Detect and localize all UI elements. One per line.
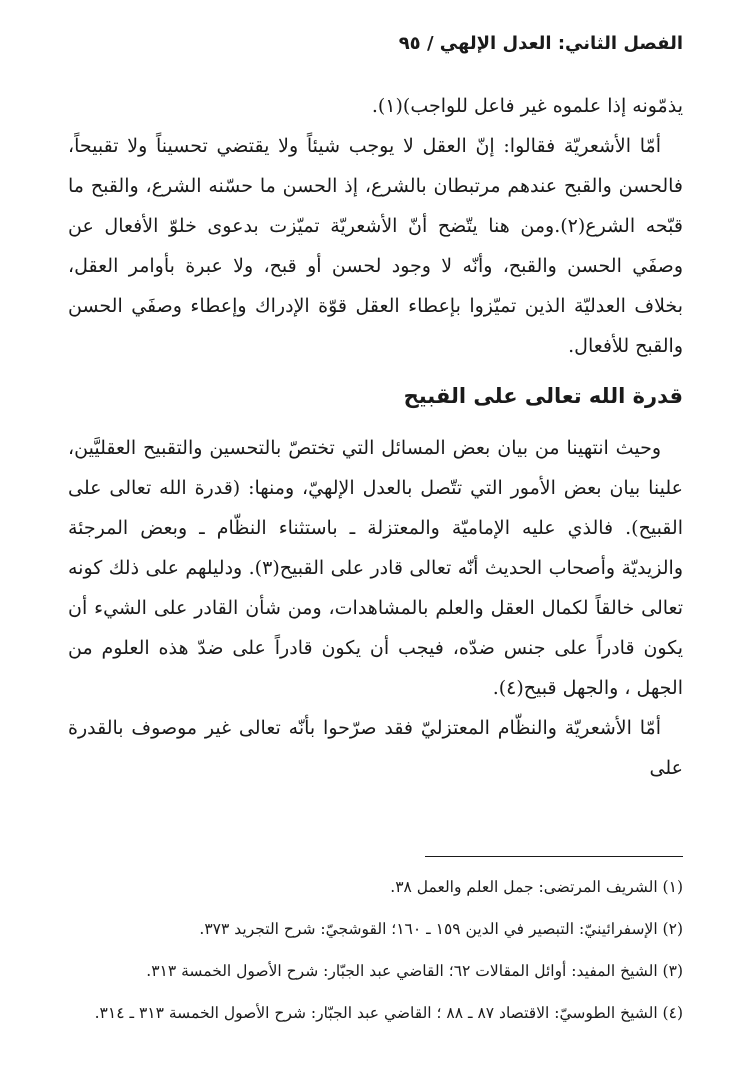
footnote-4: (٤) الشيخ الطوسيّ: الاقتصاد ٨٧ ـ ٨٨ ؛ القاضي عبد الجبّار: شرح الأصول الخمسة ٣١٣ ـ ٣١٤. xyxy=(94,1004,683,1022)
footnotes xyxy=(68,876,683,1044)
footnote-1: (١) الشريف المرتضى: جمل العلم والعمل ٣٨. xyxy=(390,878,683,896)
section-heading: قدرة الله تعالى على القبيح xyxy=(403,384,683,408)
footnote-2: (٢) الإسفرائينيّ: التبصير في الدين ١٥٩ ـ ١٦٠؛ القوشجيّ: شرح التجريد ٣٧٣. xyxy=(199,920,683,938)
paragraph-divine-power: وحيث انتهينا من بيان بعض المسائل التي تختصّ بالتحسين والتقبيح العقليَّين، علينا بيان بعض الأمور التي تتّصل بالعدل الإلهيّ، ومنها: (قدرة الله تعالى على القبيح). فالذي عليه الإماميّة والمعتزلة ـ باستثناء النظّام ـ وبعض المرجئة والزيديّة وأصحاب الحديث أنّه تعالى قادر على القبيح(٣). ودليلهم على ذلك كونه تعالى خالقاً لكمال العقل والعلم بالمشاهدات، ومن شأن القادر على الشيء أن يكون قادراً على جنس ضدّه، فيجب أن يكون قادراً على ضدّ هذه العلوم من الجهل ، والجهل قبيح(٤). xyxy=(68,437,683,699)
paragraph-asharites-nazzam: أمّا الأشعريّة والنظّام المعتزليّ فقد صرّحوا بأنّه تعالى غير موصوف بالقدرة على xyxy=(68,717,683,779)
main-text xyxy=(68,86,683,788)
running-header: الفصل الثاني: العدل الإلهي / ٩٥ xyxy=(398,33,683,54)
paragraph-continuation: يذمّونه إذا علموه غير فاعل للواجب)(١). xyxy=(371,95,683,117)
footnote-divider xyxy=(425,856,683,857)
footnote-3: (٣) الشيخ المفيد: أوائل المقالات ٦٢؛ القاضي عبد الجبّار: شرح الأصول الخمسة ٣١٣. xyxy=(146,962,683,980)
paragraph-asharites: أمّا الأشعريّة فقالوا: إنّ العقل لا يوجب شيئاً ولا يقتضي تحسيناً ولا تقبيحاً، فالحسن والقبح عندهم مرتبطان بالشرع، إذ الحسن ما حسّنه الشرع، والقبح ما قبّحه الشرع(٢).ومن هنا يتّضح أنّ الأشعريّة تميّزت بدعوى خلوّ الأفعال عن وصفَي الحسن والقبح، وأنّه لا وجود لحسن أو قبح، ولا عبرة بأوامر العقل، بخلاف العدليّة الذين تميّزوا بإعطاء العقل قوّة الإدراك وإعطاء وصفَي الحسن والقبح للأفعال. xyxy=(68,135,683,357)
